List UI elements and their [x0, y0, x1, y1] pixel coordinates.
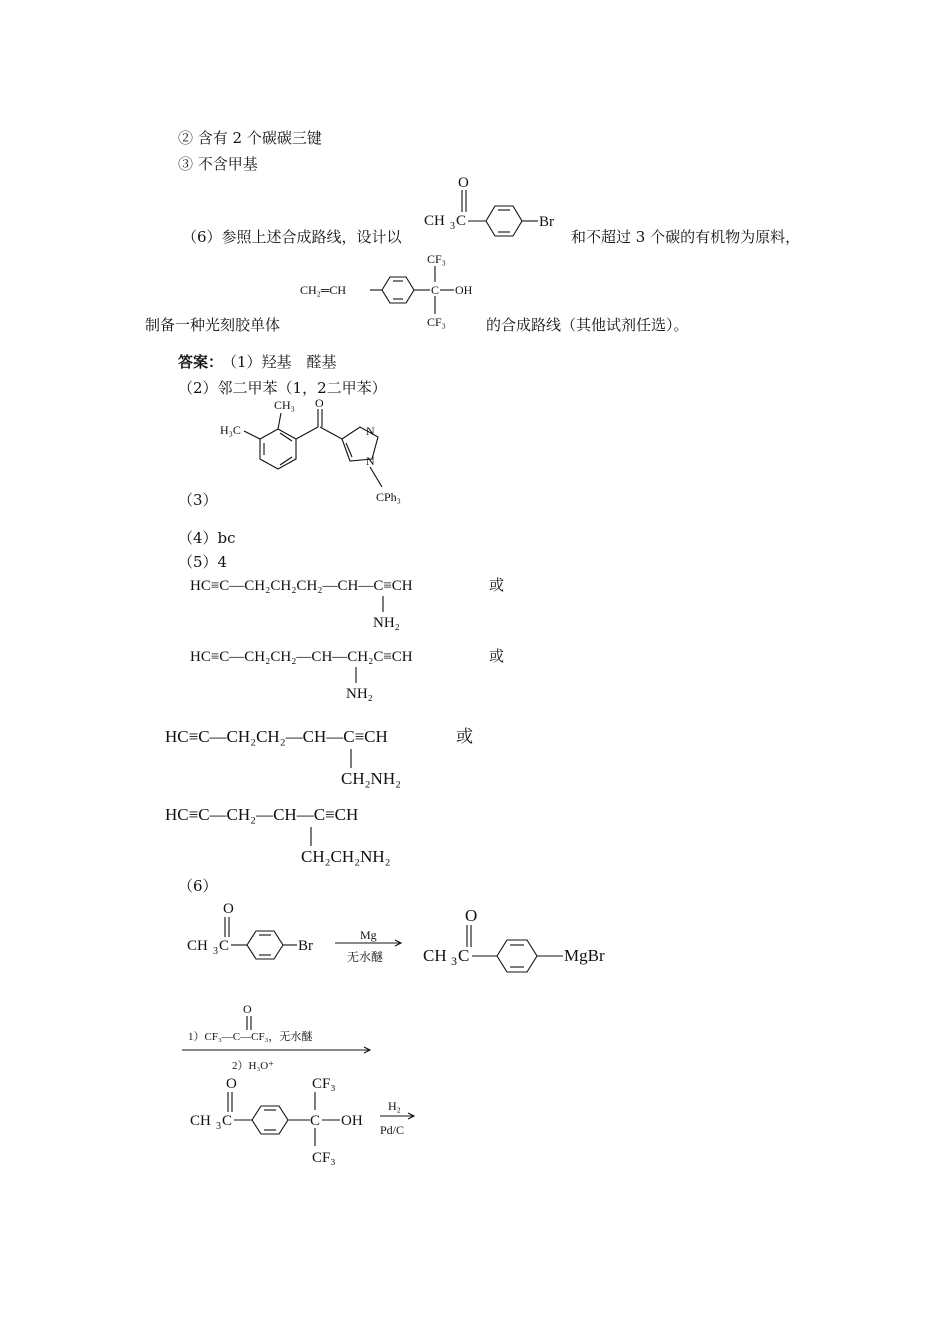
question-6-part-c: 制备一种光刻胶单体	[145, 316, 281, 334]
answer-1: （1）羟基 醛基	[222, 353, 337, 371]
monomer-central-c: C	[431, 283, 440, 297]
product-ch3: CH	[190, 1113, 211, 1129]
route-sm-ch3: CH	[187, 938, 208, 954]
route-mg-label: Mg	[360, 928, 377, 942]
sm-ch3-label: CH	[424, 213, 445, 229]
answer-label: 答案：	[178, 353, 224, 371]
product-o: O	[226, 1076, 237, 1092]
structure-answer-3	[218, 395, 438, 510]
ans3-n-bottom: N	[366, 454, 375, 468]
sm-bromine: Br	[539, 214, 554, 230]
answer-6: （6）	[178, 877, 218, 895]
ans3-oxygen: O	[315, 396, 324, 410]
isomer-2-chain: HC≡C—CH₂CH₂—CH—CH₂C≡CH	[190, 649, 413, 665]
product-cf3-top: CF₃	[312, 1076, 336, 1092]
isomer-1	[188, 572, 528, 632]
route-sm-sub3: 3	[213, 946, 218, 957]
question-6-part-d: 的合成路线（其他试剂任选）。	[486, 316, 689, 334]
route-sm-o: O	[223, 901, 234, 917]
grignard-mgbr: MgBr	[564, 946, 605, 965]
isomer-3	[163, 722, 503, 792]
step2-reagent-2: 2）H₃O⁺	[232, 1060, 275, 1072]
ans3-h3c: H₃C	[220, 423, 241, 437]
grignard-ch3: CH	[423, 946, 447, 965]
structure-start-material	[420, 170, 580, 250]
isomer-3-branch: CH₂NH₂	[341, 769, 402, 788]
isomer-4-chain: HC≡C—CH₂—CH—C≡CH	[165, 805, 359, 824]
monomer-cf3-bottom: CF₃	[427, 315, 446, 329]
route-sm-c: C	[219, 938, 230, 954]
grignard-o: O	[465, 906, 478, 925]
isomer-1-chain: HC≡C—CH₂CH₂CH₂—CH—C≡CH	[190, 578, 413, 594]
ans3-n-top: N	[366, 424, 375, 438]
isomer-1-or: 或	[489, 578, 505, 594]
question-6-part-a: （6）参照上述合成路线，设计以	[182, 228, 402, 246]
product-sub3: 3	[216, 1121, 221, 1132]
route-sm-br: Br	[298, 938, 313, 954]
monomer-oh: OH	[455, 283, 473, 297]
isomer-2-or: 或	[489, 649, 505, 665]
sm-carbonyl-c: C	[456, 213, 467, 229]
monomer-cf3-top: CF₃	[427, 252, 446, 266]
ans3-cph3: CPh₃	[376, 490, 401, 504]
isomer-2	[188, 643, 528, 703]
condition-2: ② 含有 2 个碳碳三键	[178, 129, 322, 147]
product-cf3-bottom: CF₃	[312, 1150, 336, 1166]
structure-monomer	[298, 250, 498, 335]
isomer-2-branch: NH₂	[346, 686, 373, 702]
monomer-vinyl: CH₂═CH	[300, 283, 347, 297]
answer-2: （2）邻二甲苯（1，2二甲苯）	[178, 379, 387, 397]
sm-sub3-label: 3	[450, 221, 455, 232]
product-c: C	[222, 1113, 233, 1129]
answer-5: （5）4	[178, 553, 228, 571]
route-step-1	[185, 895, 635, 975]
step2-oxygen: O	[243, 1002, 252, 1016]
grignard-c: C	[458, 946, 470, 965]
isomer-4-branch: CH₂CH₂NH₂	[301, 847, 391, 866]
h2-label: H₂	[388, 1099, 401, 1113]
step2-reagent-1: 1）CF₃—C—CF₃，无水醚	[188, 1031, 313, 1043]
isomer-3-chain: HC≡C—CH₂CH₂—CH—C≡CH	[165, 727, 388, 746]
ans3-ch3: CH₃	[274, 398, 295, 412]
question-6-part-b: 和不超过 3 个碳的有机物为原料，	[571, 228, 801, 246]
product-central-c: C	[310, 1113, 321, 1129]
answer-4: （4）bc	[178, 529, 236, 547]
grignard-sub3: 3	[451, 954, 457, 968]
route-step-3	[188, 1070, 448, 1170]
sm-oxygen: O	[458, 175, 469, 191]
product-oh: OH	[341, 1113, 363, 1129]
route-ether-label: 无水醚	[347, 950, 384, 964]
isomer-4	[163, 800, 503, 870]
condition-3: ③ 不含甲基	[178, 155, 258, 173]
pdc-label: Pd/C	[380, 1123, 405, 1137]
isomer-3-or: 或	[456, 727, 473, 746]
route-step-2	[180, 1000, 400, 1075]
answer-3: （3）	[178, 491, 218, 509]
isomer-1-branch: NH₂	[373, 615, 400, 631]
